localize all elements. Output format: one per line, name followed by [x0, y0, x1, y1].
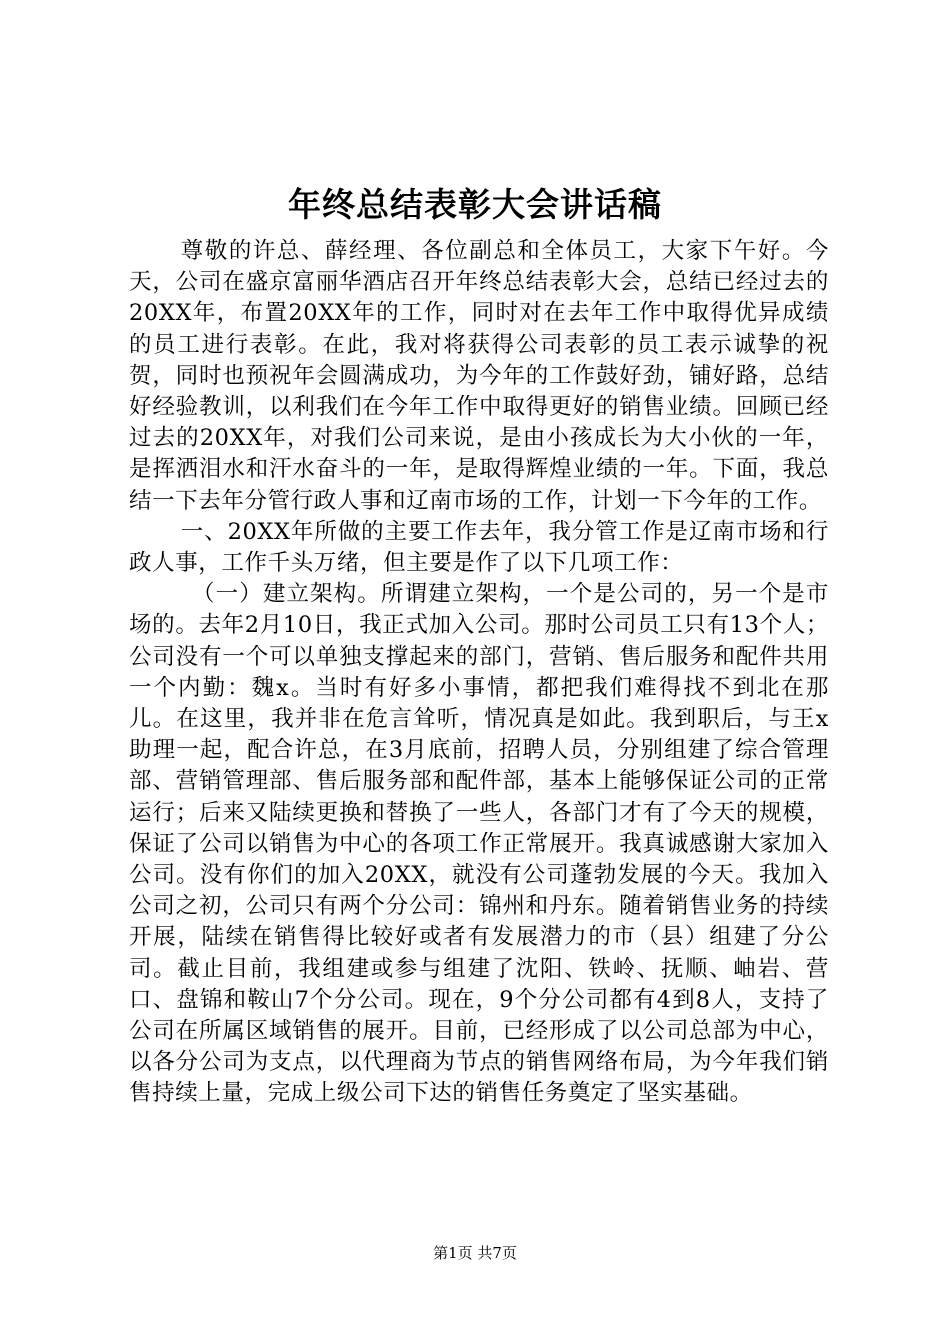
document-title: 年终总结表彰大会讲话稿 — [288, 185, 662, 224]
paragraph-structure: （一）建立架构。所谓建立架构，一个是公司的，另一个是市场的。去年2月10日，我正式加入公司。那时公司员工只有13个人；公司没有一个可以单独支撑起来的部门，营销、售后服务和配件共用一个内勤：魏x。当时有好多小事情，都把我们难得找不到北在那儿。在这里，我并非在危言耸听，情况真是如此。我到职后，与王x助理一起，配合许总，在3月底前，招聘人员，分别组建了综合管理部、营销管理部、售后服务部和配件部，基本上能够保证公司的正常运行；后来又陆续更换和替换了一些人，各部门才有了今天的规模，保证了公司以销售为中心的各项工作正常展开。我真诚感谢大家加入公司。没有你们的加入20XX，就没有公司蓬勃发展的今天。我加入公司之初，公司只有两个分公司：锦州和丹东。随着销售业务的持续开展，陆续在销售得比较好或者有发展潜力的市（县）组建了分公司。截止目前，我组建或参与组建了沈阳、铁岭、抚顺、岫岩、营口、盘锦和鞍山7个分公司。现在，9个分公司都有4到8人，支持了公司在所属区域销售的展开。目前，已经形成了以公司总部为中心，以各分公司为支点，以代理商为节点的销售网络布局，为今年我们销售持续上量，完成上级公司下达的销售任务奠定了坚实基础。 — [129, 581, 829, 1107]
paragraph-greeting: 尊敬的许总、薛经理、各位副总和全体员工，大家下午好。今天，公司在盛京富丽华酒店召开年终总结表彰大会，总结已经过去的20XX年，布置20XX年的工作，同时对在去年工作中取得优异成绩的员工进行表彰。在此，我对将获得公司表彰的员工表示诚挚的祝贺，同时也预祝年会圆满成功，为今年的工作鼓好劲，铺好路，总结好经验教训，以利我们在今年工作中取得更好的销售业绩。回顾已经过去的20XX年，对我们公司来说，是由小孩成长为大小伙的一年，是挥洒泪水和汗水奋斗的一年，是取得辉煌业绩的一年。下面，我总结一下去年分管行政人事和辽南市场的工作，计划一下今年的工作。 — [129, 238, 829, 514]
document-body — [129, 236, 829, 1110]
page-number: 第1页 共7页 — [433, 1244, 517, 1262]
paragraph-section-one: 一、20XX年所做的主要工作去年，我分管工作是辽南市场和行政人事，工作千头万绪，但主要是作了以下几项工作： — [129, 518, 829, 577]
